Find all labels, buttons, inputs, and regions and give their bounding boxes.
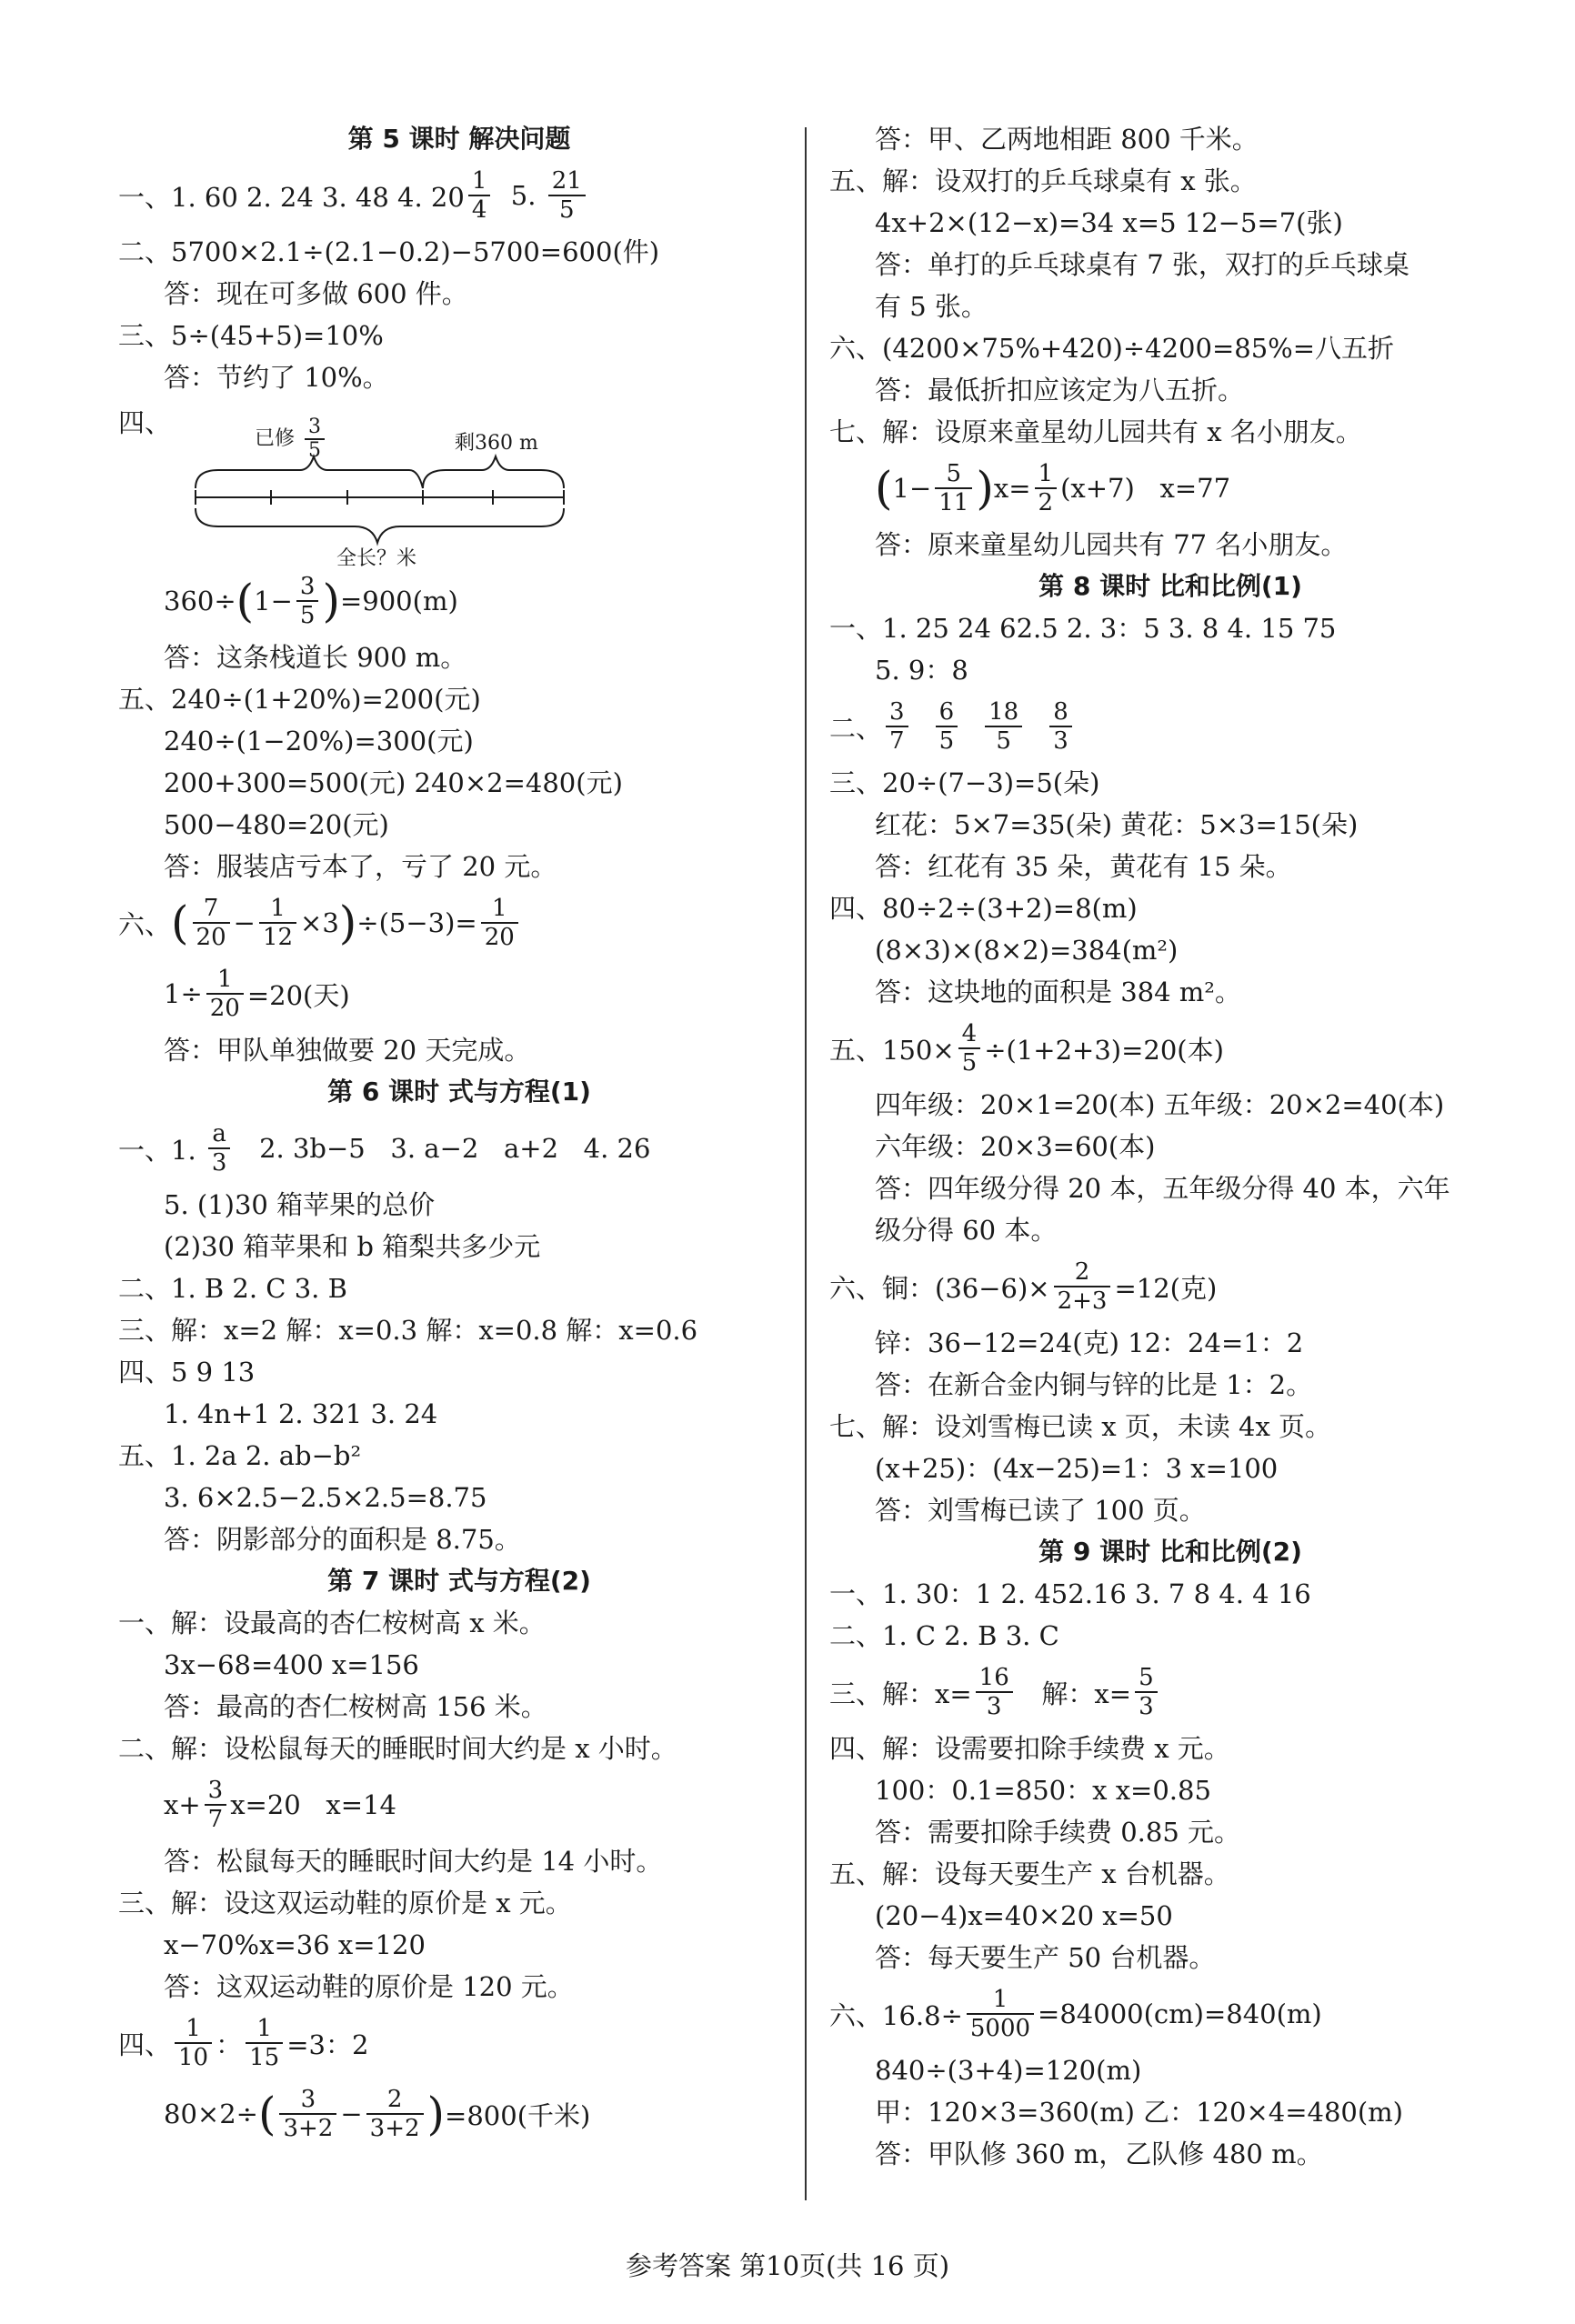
s7-q7-answer: 答：原来童星幼儿园共有 77 名小朋友。 <box>875 529 1348 560</box>
text: =20(天) <box>246 979 350 1011</box>
paren-open: ( <box>171 897 189 949</box>
s6-q4: 四、5 9 13 <box>118 1357 256 1387</box>
s7-q1: 一、解：设最高的杏仁桉树高 x 米。 <box>118 1608 546 1638</box>
text: 六、 <box>118 908 172 940</box>
denominator: 10 <box>178 2044 209 2071</box>
column-divider <box>805 127 807 2200</box>
s8-q4: 四、80÷2÷(3+2)=8(m) <box>829 893 1138 924</box>
denominator: 2+3 <box>1057 1287 1108 1315</box>
denominator: 5 <box>308 439 322 462</box>
s6-q5-answer: 答：阴影部分的面积是 8.75。 <box>164 1524 521 1555</box>
s7-q7-line2 <box>829 453 1511 524</box>
section-title-lesson-9: 第 9 课时 比和比例(2) <box>1038 1537 1302 1567</box>
fraction <box>468 167 491 224</box>
denominator: 5 <box>938 727 955 755</box>
numerator: a <box>208 1120 231 1149</box>
fraction <box>1135 1664 1158 1720</box>
s6-q2: 二、1. B 2. C 3. B <box>118 1273 347 1304</box>
text: 2. 3b−5 3. a−2 a+2 4. 26 <box>234 1133 651 1164</box>
s7-q5: 五、解：设双打的乒乓球桌有 x 张。 <box>829 165 1257 196</box>
s7-q4-answer: 答：甲、乙两地相距 800 千米。 <box>875 124 1259 155</box>
fraction <box>205 1777 227 1833</box>
s6-q3: 三、解：x=2 解：x=0.3 解：x=0.8 解：x=0.6 <box>118 1315 698 1346</box>
numerator: 1 <box>175 2015 212 2044</box>
s5-q5: 五、240÷(1+20%)=200(元) <box>118 684 481 715</box>
fraction <box>208 1120 231 1177</box>
denominator: 3 <box>1139 1693 1154 1720</box>
s8-q3: 三、20÷(7−3)=5(朵) <box>829 767 1100 798</box>
s8-q6 <box>829 1251 1511 1322</box>
numerator: 8 <box>1049 698 1072 727</box>
s8-q6-answer: 答：在新合金内铜与锌的比是 1：2。 <box>875 1369 1313 1400</box>
s5-q1 <box>118 160 800 231</box>
numerator: 1 <box>468 167 491 196</box>
text: 六、16.8÷ <box>829 1999 963 2031</box>
denominator: 20 <box>484 924 515 951</box>
s5-q3-answer: 答：节约了 10%。 <box>164 362 389 393</box>
paren-close: ) <box>426 2088 446 2140</box>
denominator: 15 <box>249 2044 280 2071</box>
numerator: 21 <box>548 167 586 196</box>
s5-q5-line2: 240÷(1−20%)=300(元) <box>164 726 474 756</box>
text: 二、 <box>829 712 883 744</box>
right-column <box>829 118 1511 2175</box>
text: (x+7) x=77 <box>1060 473 1231 504</box>
s8-q3-answer: 答：红花有 35 朵，黄花有 15 朵。 <box>875 851 1292 882</box>
text: − <box>233 907 256 938</box>
fraction <box>481 895 518 951</box>
denominator: 3 <box>986 1693 1002 1720</box>
s6-q5-line2: 3. 6×2.5−2.5×2.5=8.75 <box>164 1482 487 1513</box>
s8-q6-line2: 锌：36−12=24(克) 12：24=1：2 <box>875 1327 1304 1358</box>
s7-q3-line2: x−70%x=36 x=120 <box>164 1929 426 1960</box>
section-title-lesson-6: 第 6 课时 式与方程(1) <box>327 1077 591 1107</box>
s5-q4-answer: 答：这条栈道长 900 m。 <box>164 642 467 673</box>
denominator: 20 <box>209 995 240 1022</box>
s6-q4-line2: 1. 4n+1 2. 321 3. 24 <box>164 1398 438 1429</box>
numerator: 2 <box>1054 1258 1111 1287</box>
denominator: 11 <box>938 489 969 516</box>
text: 1− <box>254 586 293 616</box>
numerator: 7 <box>193 895 230 924</box>
text: x+ <box>164 1789 201 1820</box>
numerator: 3 <box>886 698 908 727</box>
s8-q7-answer: 答：刘雪梅已读了 100 页。 <box>875 1495 1206 1526</box>
fraction <box>1035 460 1058 516</box>
s7-q2-line2 <box>118 1769 800 1840</box>
text: − <box>340 2099 363 2129</box>
s9-q4-answer: 答：需要扣除手续费 0.85 元。 <box>875 1817 1241 1848</box>
section-title-lesson-7: 第 7 课时 式与方程(2) <box>327 1566 591 1596</box>
s7-q5-answer: 答：单打的乒乓球桌有 7 张，双打的乒乓球桌 <box>875 249 1409 280</box>
text: 已修 <box>255 427 296 450</box>
s7-q3-answer: 答：这双运动鞋的原价是 120 元。 <box>164 1971 574 2002</box>
numerator: 3 <box>279 2086 336 2115</box>
brace-built <box>196 456 423 488</box>
fraction <box>976 1664 1013 1720</box>
text: 解：x= <box>1016 1678 1132 1709</box>
text: ÷(1+2+3)=20(本) <box>984 1034 1224 1066</box>
section-title-lesson-5: 第 5 课时 解决问题 <box>347 124 571 154</box>
s8-q5-line2: 四年级：20×1=20(本) 五年级：20×2=40(本) <box>875 1089 1445 1120</box>
s8-q1: 一、1. 25 24 62.5 2. 3：5 3. 8 4. 15 75 <box>829 613 1337 644</box>
s5-q4-calc <box>118 566 800 636</box>
fraction <box>175 2015 212 2071</box>
s5-q5-line4: 500−480=20(元) <box>164 809 389 840</box>
text: 五、150× <box>829 1034 955 1066</box>
s6-q1-5a: 5. (1)30 箱苹果的总价 <box>164 1189 436 1220</box>
text: 5. <box>494 180 545 211</box>
numerator: 5 <box>935 460 972 489</box>
s7-q1-line2: 3x−68=400 x=156 <box>164 1649 419 1680</box>
s7-q5-answer-cont: 有 5 张。 <box>875 291 988 322</box>
text: 四、 <box>118 2028 172 2060</box>
s8-q1-line2: 5. 9：8 <box>875 655 968 686</box>
s8-q2 <box>829 691 1511 762</box>
denominator: 2 <box>1038 489 1054 516</box>
s9-q6-line3: 甲：120×3=360(m) 乙：120×4=480(m) <box>875 2097 1403 2128</box>
text: =12(克) <box>1114 1272 1218 1304</box>
fraction <box>1049 698 1072 755</box>
brace-remaining <box>423 456 564 488</box>
fraction <box>936 698 958 755</box>
s8-q5 <box>829 1013 1511 1084</box>
s9-q6 <box>829 1978 1511 2049</box>
text: 1÷ <box>164 978 203 1009</box>
s8-q7-line2: (x+25)：(4x−25)=1：3 x=100 <box>875 1453 1279 1484</box>
diagram-total-label: 全长？米 <box>336 547 417 570</box>
s7-q2-answer: 答：松鼠每天的睡眠时间大约是 14 小时。 <box>164 1846 663 1877</box>
text: 六、铜：(36−6)× <box>829 1272 1050 1304</box>
fraction <box>1054 1258 1111 1315</box>
numerator: 5 <box>1135 1664 1158 1693</box>
denominator: 7 <box>889 727 905 755</box>
s9-q2: 二、1. C 2. B 3. C <box>829 1620 1059 1651</box>
numerator: 1 <box>206 966 244 995</box>
text: ： <box>216 2028 243 2060</box>
s7-q5-line2: 4x+2×(12−x)=34 x=5 12−5=7(张) <box>875 207 1343 238</box>
numerator: 1 <box>967 1986 1034 2015</box>
paren-open: ( <box>257 2088 276 2140</box>
s5-q2: 二、5700×2.1÷(2.1−0.2)−5700=600(件) <box>118 236 660 267</box>
s5-q5-answer: 答：服装店亏本了，亏了 20 元。 <box>164 851 557 882</box>
page-footer: 参考答案 第10页(共 16 页) <box>625 2250 950 2281</box>
s8-q5-line3: 六年级：20×3=60(本) <box>875 1131 1156 1162</box>
s6-q5: 五、1. 2a 2. ab−b² <box>118 1440 362 1471</box>
s9-q1: 一、1. 30：1 2. 452.16 3. 7 8 4. 4 16 <box>829 1578 1311 1609</box>
s6-q1-5b: (2)30 箱苹果和 b 箱梨共多少元 <box>164 1231 541 1262</box>
segment-diagram <box>118 402 800 570</box>
s7-q6: 六、(4200×75%+420)÷4200=85%=八五折 <box>829 333 1394 364</box>
numerator: 16 <box>976 1664 1013 1693</box>
left-column <box>118 118 800 2149</box>
fraction <box>259 895 296 951</box>
s5-q6 <box>118 887 800 958</box>
diagram-remaining-label: 剩360 m <box>455 432 538 455</box>
numerator: 3 <box>305 416 325 440</box>
s8-q7: 七、解：设刘雪梅已读 x 页，未读 4x 页。 <box>829 1411 1332 1442</box>
fraction <box>366 2086 424 2142</box>
section-title-lesson-8: 第 8 课时 比和比例(1) <box>1038 571 1302 601</box>
numerator: 2 <box>366 2086 424 2115</box>
paren-close: ) <box>322 575 340 627</box>
text: x= <box>993 473 1031 504</box>
s9-q5-line2: (20−4)x=40×20 x=50 <box>875 1900 1173 1931</box>
s8-q3-line2: 红花：5×7=35(朵) 黄花：5×3=15(朵) <box>875 809 1359 840</box>
s5-q5-line3: 200+300=500(元) 240×2=480(元) <box>164 767 623 798</box>
s5-q2-answer: 答：现在可多做 600 件。 <box>164 278 468 309</box>
s9-q3 <box>829 1657 1511 1728</box>
s8-q5-answer: 答：四年级分得 20 本，五年级分得 40 本，六年 <box>875 1173 1450 1204</box>
paren-close: ) <box>976 462 994 515</box>
fraction <box>193 895 230 951</box>
fraction <box>246 2015 283 2071</box>
numerator: 3 <box>205 1777 227 1806</box>
denominator: 5 <box>996 727 1011 755</box>
s7-q4 <box>118 2008 800 2079</box>
numerator: 1 <box>481 895 518 924</box>
text: =3：2 <box>286 2028 369 2060</box>
s9-q6-line2: 840÷(3+4)=120(m) <box>875 2055 1142 2086</box>
s5-q4-label: 四、 <box>118 407 172 438</box>
s7-q2: 二、解：设松鼠每天的睡眠时间大约是 x 小时。 <box>118 1733 677 1764</box>
numerator: 3 <box>296 573 319 602</box>
denominator: 5 <box>558 196 575 224</box>
s7-q4-line2 <box>118 2079 800 2149</box>
denominator: 3+2 <box>283 2115 334 2142</box>
numerator: 1 <box>259 895 296 924</box>
s7-q3: 三、解：设这双运动鞋的原价是 x 元。 <box>118 1888 572 1918</box>
text: =900(m) <box>339 586 458 616</box>
segment-diagram-svg <box>191 452 664 561</box>
fraction <box>548 167 586 224</box>
fraction <box>958 1020 981 1077</box>
fraction <box>279 2086 336 2142</box>
fraction <box>296 573 319 629</box>
text: 80×2÷ <box>164 2099 258 2129</box>
s7-q7: 七、解：设原来童星幼儿园共有 x 名小朋友。 <box>829 416 1362 447</box>
paren-open: ( <box>875 462 893 515</box>
denominator: 3+2 <box>369 2115 420 2142</box>
s7-q1-answer: 答：最高的杏仁桉树高 156 米。 <box>164 1691 547 1722</box>
denominator: 4 <box>471 196 487 224</box>
fraction <box>886 698 908 755</box>
denominator: 20 <box>196 924 226 951</box>
s8-q4-answer: 答：这块地的面积是 384 m²。 <box>875 977 1241 1007</box>
text: 一、1. <box>118 1134 205 1166</box>
s6-q1 <box>118 1113 800 1184</box>
s9-q5: 五、解：设每天要生产 x 台机器。 <box>829 1858 1230 1889</box>
s7-q6-answer: 答：最低折扣应该定为八五折。 <box>875 375 1245 406</box>
denominator: 7 <box>207 1806 224 1833</box>
text: x=20 x=14 <box>230 1789 396 1820</box>
s5-q6-answer: 答：甲队单独做要 20 天完成。 <box>164 1035 531 1066</box>
text: 一、1. 60 2. 24 3. 48 4. 20 <box>118 181 465 213</box>
text: =800(千米) <box>445 2099 591 2131</box>
numerator: 1 <box>246 2015 283 2044</box>
numerator: 18 <box>985 698 1022 727</box>
denominator: 5 <box>299 602 316 629</box>
text: 三、解：x= <box>829 1678 972 1709</box>
text: ×3 <box>300 907 339 938</box>
s5-q6-line2 <box>118 958 800 1029</box>
fraction <box>967 1986 1034 2042</box>
denominator: 5000 <box>969 2015 1031 2042</box>
fraction <box>206 966 244 1022</box>
fraction <box>985 698 1022 755</box>
text: ÷(5−3)= <box>356 907 477 938</box>
brace-total <box>196 508 564 543</box>
fraction <box>935 460 972 516</box>
denominator: 5 <box>961 1049 978 1077</box>
text: 1− <box>892 473 932 504</box>
denominator: 12 <box>262 924 294 951</box>
text: 360÷ <box>164 586 236 616</box>
numerator: 6 <box>936 698 958 727</box>
s9-q6-answer: 答：甲队修 360 m，乙队修 480 m。 <box>875 2139 1323 2169</box>
paren-open: ( <box>236 575 255 627</box>
s8-q4-line2: (8×3)×(8×2)=384(m²) <box>875 935 1179 966</box>
s9-q5-answer: 答：每天要生产 50 台机器。 <box>875 1942 1216 1973</box>
s9-q4-line2: 100：0.1=850：x x=0.85 <box>875 1775 1211 1806</box>
numerator: 1 <box>1035 460 1058 489</box>
s9-q4: 四、解：设需要扣除手续费 x 元。 <box>829 1733 1230 1764</box>
numerator: 4 <box>958 1020 981 1049</box>
denominator: 3 <box>1053 727 1068 755</box>
s5-q3: 三、5÷(45+5)=10% <box>118 320 384 351</box>
s8-q5-answer-cont: 级分得 60 本。 <box>875 1215 1058 1246</box>
denominator: 3 <box>211 1149 227 1177</box>
text: =84000(cm)=840(m) <box>1038 1998 1322 2029</box>
paren-close: ) <box>338 897 357 949</box>
